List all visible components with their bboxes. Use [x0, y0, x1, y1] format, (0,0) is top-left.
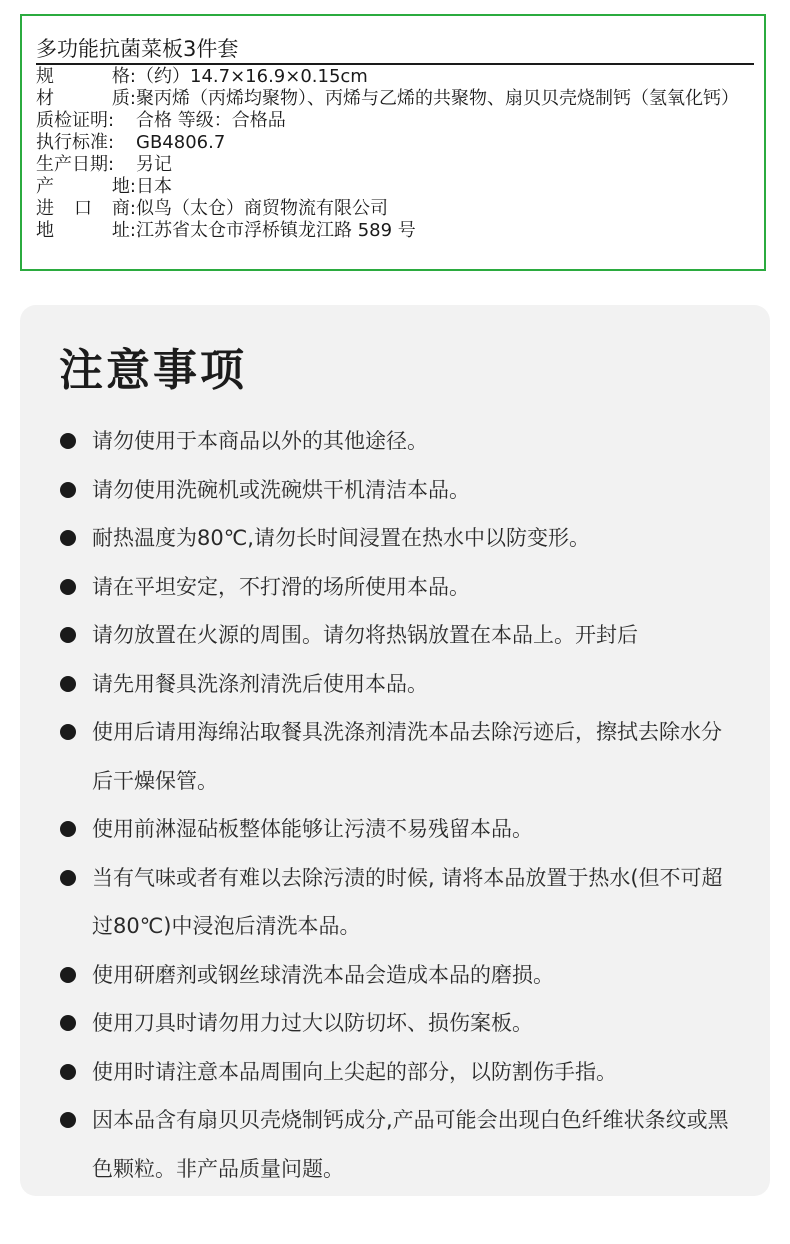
bullet-icon	[60, 627, 76, 643]
note-item	[60, 854, 740, 951]
notes-card	[20, 305, 770, 1196]
spec-row-label	[36, 110, 136, 132]
spec-row	[36, 154, 739, 176]
spec-row-label-part: 口	[73, 198, 92, 219]
bullet-icon	[60, 1064, 76, 1080]
spec-row-value: 合格 等级：合格品	[136, 110, 286, 131]
spec-row-label-part: 地:	[111, 176, 136, 197]
spec-row-value: （约）14.7×16.9×0.15cm	[136, 66, 368, 87]
bullet-icon	[60, 967, 76, 983]
spec-row-label-part: 规	[36, 66, 54, 87]
bullet-icon	[60, 1112, 76, 1128]
note-text: 请先用餐具洗涤剂清洗后使用本品。	[92, 671, 428, 696]
note-text: 请勿使用洗碗机或洗碗烘干机清洁本品。	[92, 477, 470, 502]
note-text: 使用前淋湿砧板整体能够让污渍不易残留本品。	[92, 817, 533, 841]
bullet-icon	[60, 870, 76, 886]
spec-row	[36, 110, 739, 132]
spec-row-label-part: 执行标准:	[36, 132, 115, 153]
notes-heading: 注意事项	[59, 345, 247, 396]
spec-row-label-part: 格:	[111, 66, 136, 87]
spec-row-value: 聚丙烯（丙烯均聚物）、丙烯与乙烯的共聚物、扇贝贝壳烧制钙（氢氧化钙）	[136, 88, 739, 109]
spec-row-label	[36, 66, 136, 88]
note-item	[60, 514, 740, 563]
spec-row-label	[36, 198, 136, 220]
spec-row	[36, 132, 739, 154]
bullet-icon	[60, 530, 76, 546]
note-item	[60, 417, 740, 466]
note-text: 使用后请用海绵沾取餐具洗涤剂清洗本品去除污迹后，擦拭去除水分后干燥保管。	[92, 720, 722, 793]
note-text: 因本品含有扇贝贝壳烧制钙成分,产品可能会出现白色纤维状条纹或黑色颗粒。非产品质量问题。	[92, 1108, 729, 1181]
spec-row-value: 另记	[136, 154, 172, 175]
note-item	[60, 660, 740, 709]
spec-row-label	[36, 220, 136, 242]
note-text: 使用时请注意本品周围向上尖起的部分，以防割伤手指。	[92, 1059, 617, 1084]
bullet-icon	[60, 433, 76, 449]
bullet-icon	[60, 579, 76, 595]
note-text: 使用刀具时请勿用力过大以防切坏、损伤案板。	[92, 1011, 533, 1035]
bullet-icon	[60, 482, 76, 498]
spec-row-label	[36, 132, 136, 154]
note-item	[60, 805, 740, 854]
note-text: 请勿使用于本商品以外的其他途径。	[92, 429, 428, 453]
note-item	[60, 563, 740, 612]
spec-row-label	[36, 88, 136, 110]
note-text: 请勿放置在火源的周围。请勿将热锅放置在本品上。开封后	[92, 623, 638, 647]
product-title: 多功能抗菌菜板3件套	[36, 37, 239, 61]
spec-row	[36, 66, 739, 88]
spec-row	[36, 198, 739, 220]
spec-row-label-part: 址:	[111, 220, 136, 241]
spec-row-label	[36, 176, 136, 198]
spec-label-box	[20, 14, 766, 271]
note-text: 耐热温度为80℃,请勿长时间浸置在热水中以防变形。	[92, 526, 590, 550]
spec-row-label-part: 质:	[111, 88, 136, 109]
note-item	[60, 611, 740, 660]
spec-row-label	[36, 154, 136, 176]
note-text: 当有气味或者有难以去除污渍的时候, 请将本品放置于热水(但不可超过80℃)中浸泡后清洗本品。	[92, 865, 723, 938]
spec-row-value: GB4806.7	[136, 132, 226, 153]
bullet-icon	[60, 1015, 76, 1031]
note-item	[60, 708, 740, 805]
spec-row	[36, 220, 739, 242]
spec-row-label-part: 商:	[111, 198, 136, 219]
note-item	[60, 999, 740, 1048]
bullet-icon	[60, 724, 76, 740]
bullet-icon	[60, 676, 76, 692]
note-item	[60, 951, 740, 1000]
spec-row-label-part: 产	[36, 176, 54, 197]
spec-row-label-part: 质检证明:	[36, 110, 115, 131]
spec-row-label-part: 地	[36, 220, 54, 241]
spec-row	[36, 176, 739, 198]
note-item	[60, 466, 740, 515]
spec-row-value: 日本	[136, 176, 172, 197]
bullet-icon	[60, 821, 76, 837]
spec-row	[36, 88, 739, 110]
note-text: 请在平坦安定，不打滑的场所使用本品。	[92, 574, 470, 599]
note-item	[60, 1048, 740, 1097]
spec-row-label-part: 材	[36, 88, 54, 109]
spec-row-label-part: 生产日期:	[36, 154, 115, 175]
note-text: 使用研磨剂或钢丝球清洗本品会造成本品的磨损。	[92, 962, 554, 987]
spec-row-value: 江苏省太仓市浮桥镇龙江路 589 号	[136, 220, 416, 241]
spec-row-label-part: 进	[36, 198, 54, 219]
title-divider	[36, 63, 754, 65]
spec-row-value: 似鸟（太仓）商贸物流有限公司	[136, 198, 388, 219]
notes-list	[60, 417, 740, 1193]
note-item	[60, 1096, 740, 1193]
spec-rows	[36, 66, 739, 242]
